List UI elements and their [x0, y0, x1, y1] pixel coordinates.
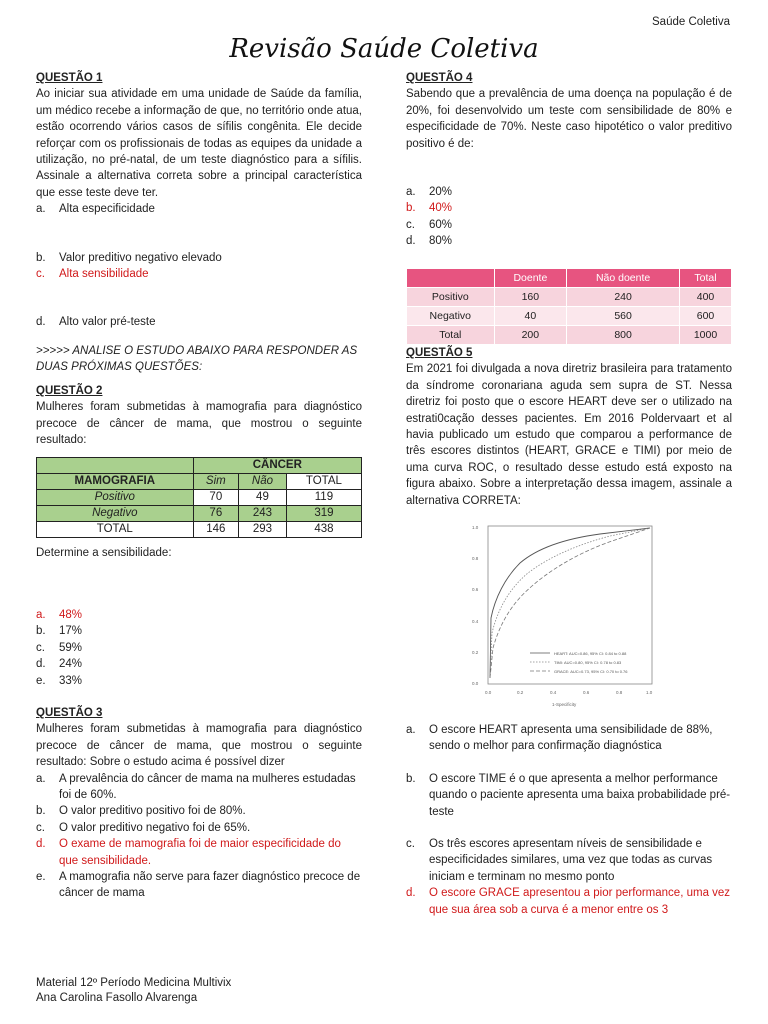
- q2-option-d[interactable]: d. 24%: [36, 658, 83, 671]
- q3-text: Mulheres foram submetidas à mamografia para diagnóstico precoce de câncer de mama, que mostrou o seguinte resultado: Sobre o estudo acima é possível dizer: [36, 723, 362, 769]
- q3-option-d[interactable]: d. O exame de mamografia foi de maior especificidade do que sensibilidade.: [36, 838, 341, 867]
- q2-heading: QUESTÃO 2: [36, 385, 103, 397]
- q2-text: Mulheres foram submetidas à mamografia para diagnóstico precoce de câncer de mama, que mostrou o seguinte resultado:: [36, 401, 362, 447]
- legend-timi: TIMI: AUC=0.80, 95% CI: 0.78 to 0.83: [554, 660, 622, 665]
- instruction-block: [36, 343, 362, 376]
- q5-option-d[interactable]: d. O escore GRACE apresentou a pior performance, uma vez que sua área sob a curva é a menor entre os 3: [406, 887, 731, 916]
- table-row: Negativo 40 560 600: [407, 306, 732, 325]
- y-tick: 0.2: [472, 650, 479, 655]
- y-tick: 1.0: [472, 525, 479, 530]
- q3-option-e[interactable]: e. A mamografia não serve para fazer diagnóstico precoce de câncer de mama: [36, 871, 361, 900]
- x-tick: 0.8: [616, 690, 623, 695]
- q4-option-a[interactable]: a. 20%: [406, 186, 453, 199]
- table-row: Total 200 800 1000: [407, 325, 732, 344]
- q4-option-b[interactable]: b. 40%: [406, 202, 453, 215]
- q4-text: Sabendo que a prevalência de uma doença na população é de 20%, foi desenvolvido um teste com sensibilidade de 80% e especificidade de 70%. Neste caso hipotético o valor preditivo positivo é de:: [406, 88, 732, 150]
- q2-option-a[interactable]: a. 48%: [36, 609, 83, 622]
- q4-option-d[interactable]: d. 80%: [406, 235, 453, 248]
- q1-heading: QUESTÃO 1: [36, 72, 103, 84]
- q4-option-c[interactable]: c. 60%: [406, 218, 453, 231]
- q1-option-d[interactable]: d. Alto valor pré-teste: [36, 316, 156, 329]
- question-5: [406, 345, 732, 509]
- q1-option-b[interactable]: b. Valor preditivo negativo elevado: [36, 251, 222, 264]
- q2-option-e[interactable]: e. 33%: [36, 674, 83, 687]
- q5-option-b[interactable]: b. O escore TIME é o que apresenta a melhor performance quando o paciente apresenta uma baixa probabilidade pré-teste: [406, 772, 731, 818]
- y-tick: 0.6: [472, 587, 479, 592]
- q2-option-b[interactable]: b. 17%: [36, 625, 83, 638]
- table-row-header: MAMOGRAFIA: [37, 473, 194, 489]
- q3-option-a[interactable]: a. A prevalência do câncer de mama na mulheres estudadas foi de 60%.: [36, 772, 356, 802]
- q5-options: [406, 722, 732, 918]
- q5-option-c[interactable]: c. Os três escores apresentam níveis de sensibilidade e especificidades similares, uma vez que todas as curvas iniciam e terminam no mesmo ponto: [406, 838, 713, 883]
- q2-option-c[interactable]: c. 59%: [36, 641, 83, 654]
- q5-option-a[interactable]: a. O escore HEART apresenta uma sensibilidade de 88%, sendo o melhor para confirmação diagnóstica: [406, 724, 713, 753]
- y-tick: 0.4: [472, 619, 479, 624]
- q3-heading: QUESTÃO 3: [36, 707, 103, 719]
- instruction: >>>>> ANALISE O ESTUDO ABAIXO PARA RESPONDER AS DUAS PRÓXIMAS QUESTÕES:: [36, 345, 358, 374]
- x-axis-label: 1-Specificity: [552, 702, 577, 707]
- q1-option-a[interactable]: a. Alta especificidade: [36, 203, 155, 216]
- header-course: Saúde Coletiva: [652, 16, 730, 28]
- x-tick: 0.4: [550, 690, 557, 695]
- table-row: TOTAL 146 293 438: [37, 521, 362, 537]
- x-tick: 0.0: [485, 690, 492, 695]
- q5-heading: QUESTÃO 5: [406, 347, 473, 359]
- x-tick: 1.0: [646, 690, 653, 695]
- legend-grace: GRACE: AUC=0.73, 95% CI: 0.70 to 0.76: [554, 669, 628, 674]
- roc-curve-figure: [450, 518, 670, 714]
- q1-text: Ao iniciar sua atividade em uma unidade de Saúde da família, um médico recebe a informação de que, no território onde atua, estão ocorrendo vários casos de sífilis congênita. Ele decide reforçar com os profissionais de todas as equipes da unidade a utilização, no pré-natal, de um teste diagnóstico para a sífilis. Assinale a alternativa correta sobre a principal característica que esse teste deve ter.: [36, 88, 362, 199]
- y-tick: 0.8: [472, 556, 479, 561]
- table-row: Positivo 160 240 400: [407, 287, 732, 306]
- mammography-table: [36, 457, 362, 538]
- footer: [36, 976, 231, 1006]
- col-nao: Não: [239, 473, 287, 489]
- q1-option-c[interactable]: c. Alta sensibilidade: [36, 268, 149, 281]
- question-4: [406, 70, 732, 345]
- question-1: [36, 70, 362, 331]
- footer-line-2: Ana Carolina Fasollo Alvarenga: [36, 992, 198, 1004]
- x-tick: 0.2: [517, 690, 524, 695]
- legend-heart: HEART: AUC=0.86, 95% CI: 0.84 to 0.88: [554, 651, 627, 656]
- q3-option-c[interactable]: c. O valor preditivo negativo foi de 65%.: [36, 821, 251, 834]
- prevalence-table: Doente Não doente Total Positivo 160 240 400 Negativo 40 560 600 Total 200 800 1000: [406, 268, 732, 345]
- q2-prompt: Determine a sensibilidade:: [36, 546, 172, 559]
- table-row: Positivo 70 49 119: [37, 489, 362, 505]
- question-3: [36, 705, 362, 902]
- page-title: Revisão Saúde Coletiva: [229, 34, 539, 64]
- col-total: TOTAL: [286, 473, 361, 489]
- y-tick: 0.0: [472, 681, 479, 686]
- q3-option-b[interactable]: b. O valor preditivo positivo foi de 80%.: [36, 805, 246, 818]
- col-sim: Sim: [193, 473, 238, 489]
- table-group-header: CÂNCER: [193, 457, 361, 473]
- table-row: Negativo 76 243 319: [37, 505, 362, 521]
- q4-heading: QUESTÃO 4: [406, 72, 473, 84]
- x-tick: 0.6: [583, 690, 590, 695]
- question-2: [36, 383, 362, 689]
- footer-line-1: Material 12º Período Medicina Multivix: [36, 977, 232, 989]
- q5-text: Em 2021 foi divulgada a nova diretriz brasileira para tratamento da síndrome coronariana aguda sem supra de ST. Nessa diretriz foi posto que o escore HEART deve ser o utilizado na estrati0cação desses pacientes. Em 2016 Poldervaart et al havia publicado um estudo que comparou a performance de três escores distintos (HEART, GRACE e TIMI) por meio de uma curva ROC, o resultado desse estudo está exposto na figura abaixo. Sobre a interpretação dessa imagem, assinale a alternativa CORRETA:: [406, 363, 732, 507]
